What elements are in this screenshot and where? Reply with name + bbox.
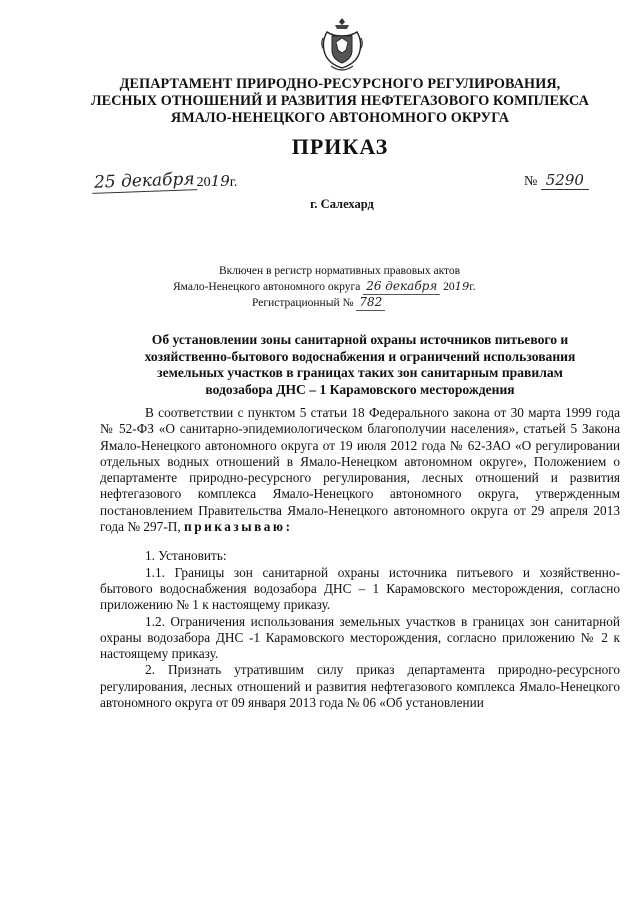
department-line-2: ЛЕСНЫХ ОТНОШЕНИЙ И РАЗВИТИЯ НЕФТЕГАЗОВОГО КОМПЛЕКСА — [90, 93, 590, 109]
item-2: 2. Признать утратившим силу приказ департамента природно-ресурсного регулирования, лесных отношений и развития нефтегазового комплекса Ямало-Ненецкого автономного округа от 09 января 2013 года № 06 «Об установлении — [100, 662, 620, 711]
order-title: ПРИКАЗ — [291, 134, 389, 159]
registry-year-prefix: 20 — [443, 281, 455, 293]
registry-handwritten-number: 782 — [356, 295, 385, 311]
registry-number-label: Регистрационный № — [252, 297, 354, 309]
preamble-text: В соответствии с пунктом 5 статьи 18 Федерального закона от 30 марта 1999 года № 52-ФЗ «О санитарно-эпидемиологическом благополучии населения», статьей 5 Закона Ямало-Ненецкого автономного округа от 19 июля 2012 года № 62-ЗАО «О регулировании отдельных водных отношений в Ямало-Ненецком автономном округе», Положением о департаменте природно-ресурсного регулирования, лесных отношений и развития нефтегазового комплекса Ямало-Ненецкого автономного округа, утвержденным постановлением Правительства Ямало-Ненецкого автономного округа от 29 апреля 2013 года № 297-П, — [100, 405, 620, 535]
department-line-1: ДЕПАРТАМЕНТ ПРИРОДНО-РЕСУРСНОГО РЕГУЛИРОВАНИЯ, — [119, 76, 561, 92]
handwritten-year: 19 — [210, 172, 230, 190]
year-prefix: 20 — [196, 175, 211, 190]
handwritten-number: 5290 — [541, 171, 589, 190]
heading-line-1: Об установлении зоны санитарной охраны источников питьевого и — [151, 332, 569, 347]
number-label: № — [524, 174, 538, 189]
document-body — [100, 405, 620, 711]
orders-word: приказываю: — [184, 519, 293, 535]
item-1-2: 1.2. Ограничения использования земельных участков в границах зон санитарной охраны водозабора ДНС -1 Карамовского месторождения, согласно приложению № 2 к настоящему приказу. — [100, 613, 620, 662]
item-1: 1. Установить: — [145, 548, 227, 564]
document-heading — [100, 332, 620, 398]
registry-line-2 — [150, 279, 550, 295]
coat-of-arms-icon — [319, 16, 365, 76]
item-1-1: 1.1. Границы зон санитарной охраны источника питьевого и хозяйственно-бытового водоснабжения водозабора ДНС – 1 Карамовского месторождения, согласно приложению № 1 к настоящему приказу. — [100, 564, 620, 613]
heading-line-3: земельных участков в границах таких зон санитарным правилам — [157, 365, 563, 380]
department-name — [60, 76, 620, 127]
registry-year-suffix: г. — [469, 281, 476, 293]
preamble-paragraph — [100, 405, 620, 535]
registry-region: Ямало-Ненецкого автономного округа — [173, 281, 361, 293]
registry-handwritten-year: 19 — [454, 279, 470, 293]
registry-handwritten-date: 26 декабря — [363, 279, 440, 295]
order-number — [524, 171, 589, 190]
registry-line-3 — [150, 295, 550, 311]
registry-line-1: Включен в регистр нормативных правовых актов — [219, 265, 461, 277]
year-suffix: г. — [229, 175, 238, 190]
registry-stamp — [150, 264, 550, 311]
handwritten-date: 25 декабря — [92, 169, 197, 194]
heading-line-2: хозяйственно-бытового водоснабжения и ограничений использования — [144, 348, 576, 364]
department-line-3: ЯМАЛО-НЕНЕЦКОГО АВТОНОМНОГО ОКРУГА — [170, 110, 510, 126]
order-date — [92, 171, 237, 192]
city: г. Салехард — [310, 197, 374, 211]
heading-line-4: водозабора ДНС – 1 Карамовского месторождения — [205, 381, 515, 397]
